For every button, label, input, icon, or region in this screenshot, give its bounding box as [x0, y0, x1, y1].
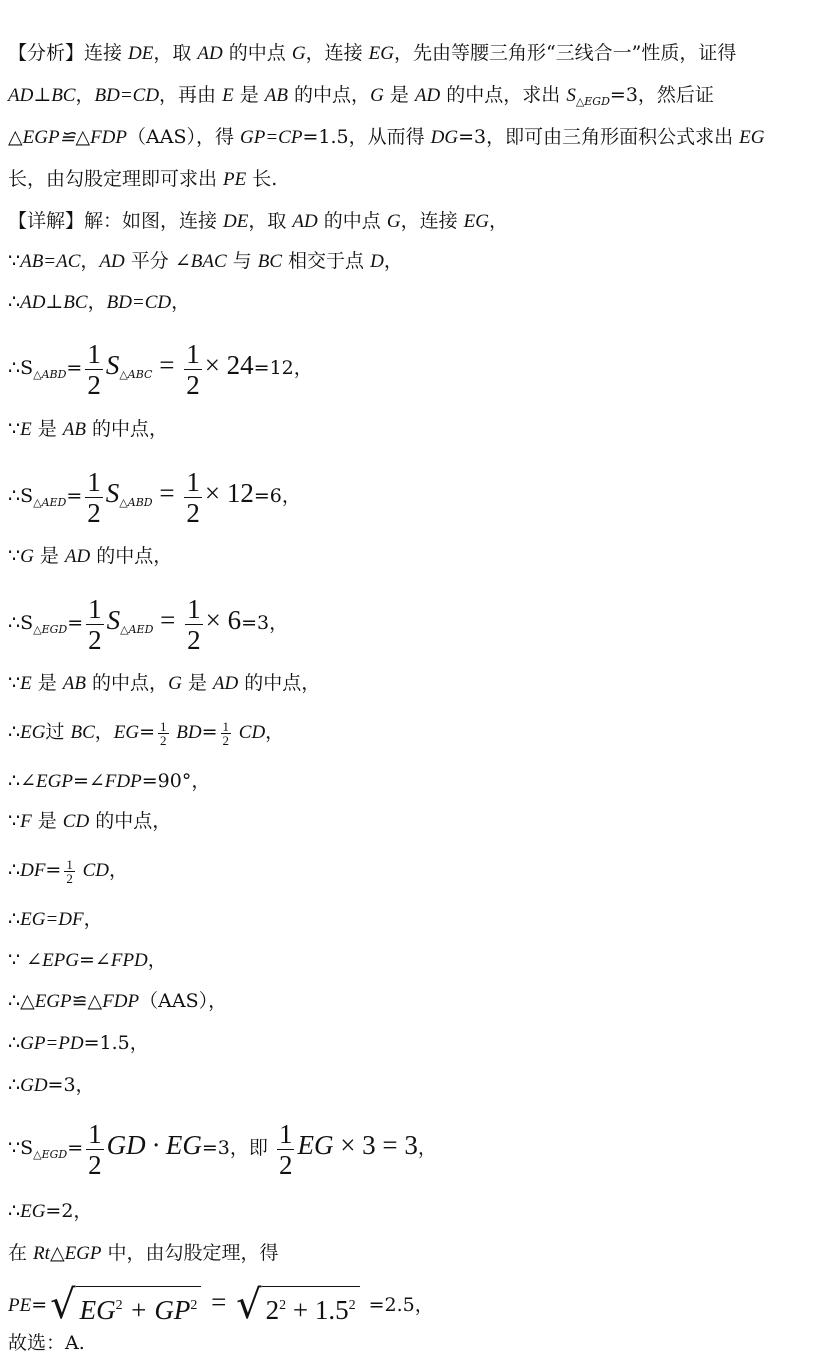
fraction-half-small: $\frac{1}{2}$: [160, 718, 167, 748]
analysis-line-4: 长，由勾股定理即可求出 PE 长.: [8, 168, 278, 190]
detail-line-1: 【详解】解：如图，连接 DE，取 AD 的中点 G，连接 EG，: [8, 210, 508, 232]
step-perpendicular: ∴AD⊥BC，BD=CD，: [8, 291, 191, 313]
fraction-half: $\frac{1}{2}$: [87, 466, 101, 528]
formula-area-egd-solve: $\because S_{\triangle EGD}=$ $\frac{1}{2}$ GD · EG=3，即 $\frac{1}{2}$ EG × 3 = 3，: [8, 1118, 437, 1180]
step-congruent: ∴△EGP≌△FDP（AAS），: [8, 990, 228, 1012]
analysis-line-1: 【分析】连接 DE，取 AD 的中点 G，连接 EG，先由等腰三角形“三线合一”性质，证得: [8, 42, 737, 64]
fraction-half-small: $\frac{1}{2}$: [222, 718, 230, 748]
formula-area-aed: $\therefore S_{\triangle AED}=$ $\frac{1}{2}$ $S_{\triangle ABD}$ = $\frac{1}{2}$ × 12=6，: [8, 466, 301, 528]
formula-pe: PE= √ $EG^2 + GP^2$ = √ $2^2 + 1.5^2$ =2.5，: [8, 1282, 434, 1328]
step-right-angles: ∴∠EGP=∠FDP=90°，: [8, 770, 211, 792]
step-eg-half-bd: ∴EG过 BC，EG= $\frac{1}{2}$ BD= $\frac{1}{2}$ CD，: [8, 718, 285, 748]
fraction-half: $\frac{1}{2}$: [187, 593, 201, 655]
fraction-half: $\frac{1}{2}$: [87, 338, 101, 400]
square-root: √ $2^2 + 1.5^2$: [236, 1286, 359, 1326]
fraction-half: $\frac{1}{2}$: [88, 1118, 102, 1180]
step-eg-value: ∴EG=2，: [8, 1200, 93, 1222]
square-root: √ $EG^2 + GP^2$: [50, 1286, 201, 1326]
step-f-midpoint: ∵F 是 CD 的中点，: [8, 810, 172, 832]
fraction-half: $\frac{1}{2}$: [278, 1118, 293, 1180]
step-gd: ∴GD=3，: [8, 1074, 95, 1096]
step-pythagoras: 在 Rt△EGP 中，由勾股定理，得: [8, 1242, 279, 1264]
step-g-midpoint: ∵G 是 AD 的中点，: [8, 545, 173, 567]
step-both-midpoints: ∵E 是 AB 的中点，G 是 AD 的中点，: [8, 672, 321, 694]
answer-line: 故选：A.: [8, 1332, 85, 1354]
fraction-half: $\frac{1}{2}$: [186, 466, 200, 528]
step-e-midpoint: ∵E 是 AB 的中点，: [8, 418, 169, 440]
fraction-half: $\frac{1}{2}$: [186, 338, 200, 400]
formula-area-egd: $\therefore S_{\triangle EGD}=$ $\frac{1}{2}$ $S_{\triangle AED}$ = $\frac{1}{2}$ × 6=3，: [8, 593, 289, 655]
fraction-half-small: $\frac{1}{2}$: [66, 856, 73, 886]
step-vertical-angles: ∵ ∠EPG=∠FPD，: [8, 949, 167, 971]
fraction-half: $\frac{1}{2}$: [88, 593, 102, 655]
analysis-line-3: △EGP≌△FDP（AAS），得 GP=CP=1.5，从而得 DG=3，即可由三角形面积公式求出 EG: [8, 126, 765, 148]
analysis-line-2: AD⊥BC，BD=CD，再由 E 是 AB 的中点，G 是 AD 的中点，求出 $S_{\triangle EGD}=3$，然后证: [8, 84, 714, 108]
step-df-half-cd: ∴DF= $\frac{1}{2}$ CD，: [8, 856, 129, 886]
step-gp-pd: ∴GP=PD=1.5，: [8, 1032, 149, 1054]
step-given: ∵AB=AC，AD 平分 ∠BAC 与 BC 相交于点 D，: [8, 250, 403, 272]
step-eg-equals-df: ∴EG=DF，: [8, 908, 103, 930]
formula-area-abd: $\therefore S_{\triangle ABD}=$ $\frac{1}{2}$ $S_{\triangle ABC}$ = $\frac{1}{2}$ × 24=12，: [8, 338, 313, 400]
